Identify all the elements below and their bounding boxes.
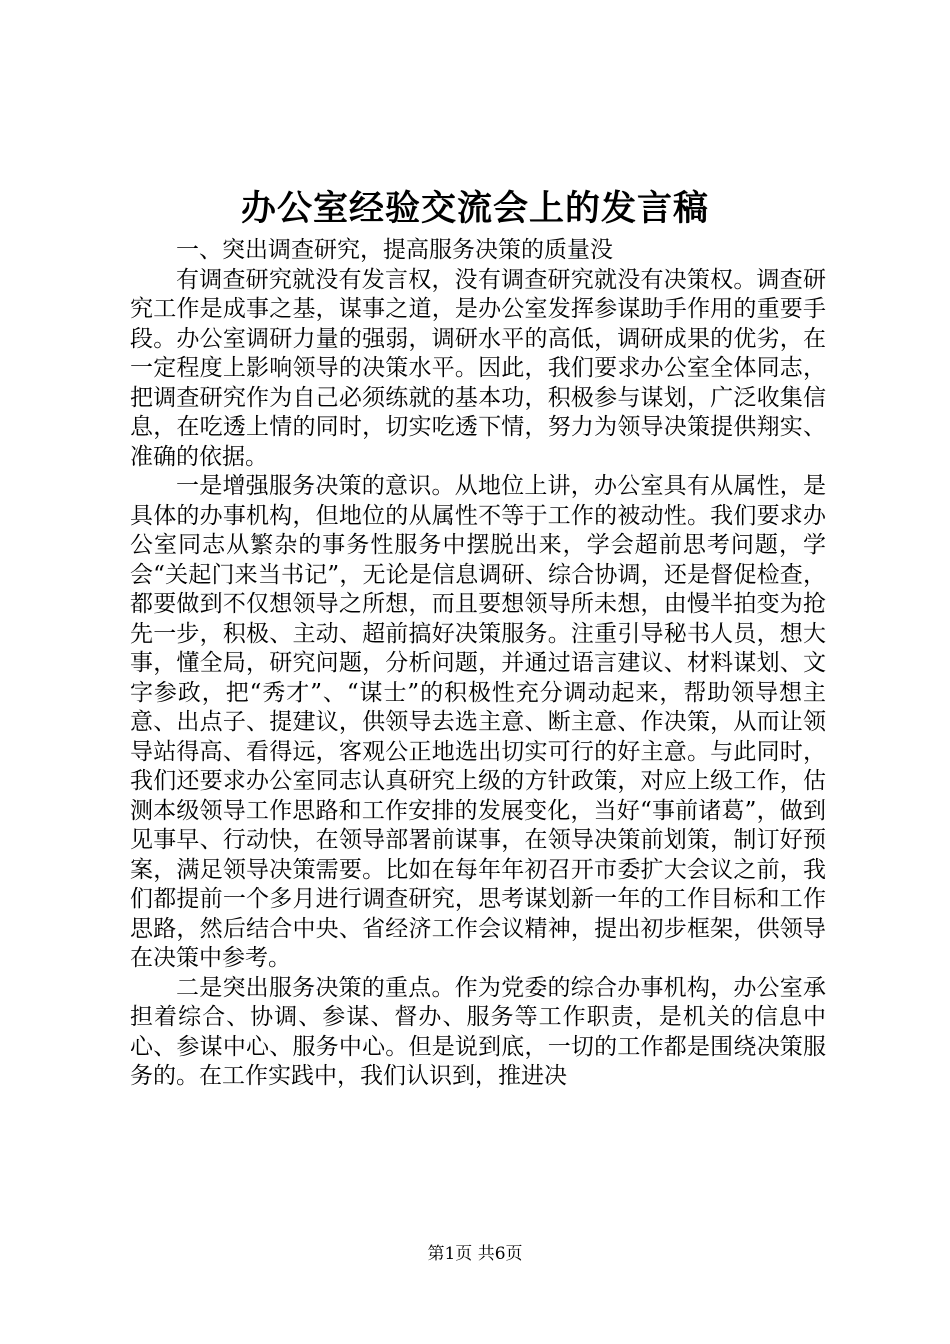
page-footer: 第1页 共6页 (427, 1244, 523, 1264)
body-paragraph: 二是突出服务决策的重点。作为党委的综合办事机构，办公室承担着综合、协调、参谋、督办、服务等工作职责，是机关的信息中心、参谋中心、服务中心。但是说到底，一切的工作都是围绕决策服务的。在工作实践中，我们认识到，推进决 (130, 974, 826, 1089)
body-paragraph: 一是增强服务决策的意识。从地位上讲，办公室具有从属性，是具体的办事机构，但地位的从属性不等于工作的被动性。我们要求办公室同志从繁杂的事务性服务中摆脱出来，学会超前思考问题，学会“关起门来当书记”，无论是信息调研、综合协调，还是督促检查，都要做到不仅想领导之所想，而且要想领导所未想，由慢半拍变为抢先一步，积极、主动、超前搞好决策服务。注重引导秘书人员，想大事，懂全局，研究问题，分析问题，并通过语言建议、材料谋划、文字参政，把“秀才”、“谋士”的积极性充分调动起来，帮助领导想主意、出点子、提建议，供领导去选主意、断主意、作决策，从而让领导站得高、看得远，客观公正地选出切实可行的好主意。与此同时，我们还要求办公室同志认真研究上级的方针政策，对应上级工作，估测本级领导工作思路和工作安排的发展变化，当好“事前诸葛”，做到见事早、行动快，在领导部署前谋事，在领导决策前划策，制订好预案，满足领导决策需要。比如在每年年初召开市委扩大会议之前，我们都提前一个多月进行调查研究，思考谋划新一年的工作目标和工作思路，然后结合中央、省经济工作会议精神，提出初步框架，供领导在决策中参考。 (130, 473, 826, 971)
body-paragraph: 有调查研究就没有发言权，没有调查研究就没有决策权。调查研究工作是成事之基，谋事之道，是办公室发挥参谋助手作用的重要手段。办公室调研力量的强弱，调研水平的高低，调研成果的优劣，在一定程度上影响领导的决策水平。因此，我们要求办公室全体同志，把调查研究作为自己必须练就的基本功，积极参与谋划，广泛收集信息，在吃透上情的同时，切实吃透下情，努力为领导决策提供翔实、准确的依据。 (130, 266, 826, 470)
section-heading: 一、突出调查研究，提高服务决策的质量没 (176, 237, 613, 263)
document-body (130, 236, 826, 1092)
document-title: 办公室经验交流会上的发言稿 (240, 188, 709, 229)
